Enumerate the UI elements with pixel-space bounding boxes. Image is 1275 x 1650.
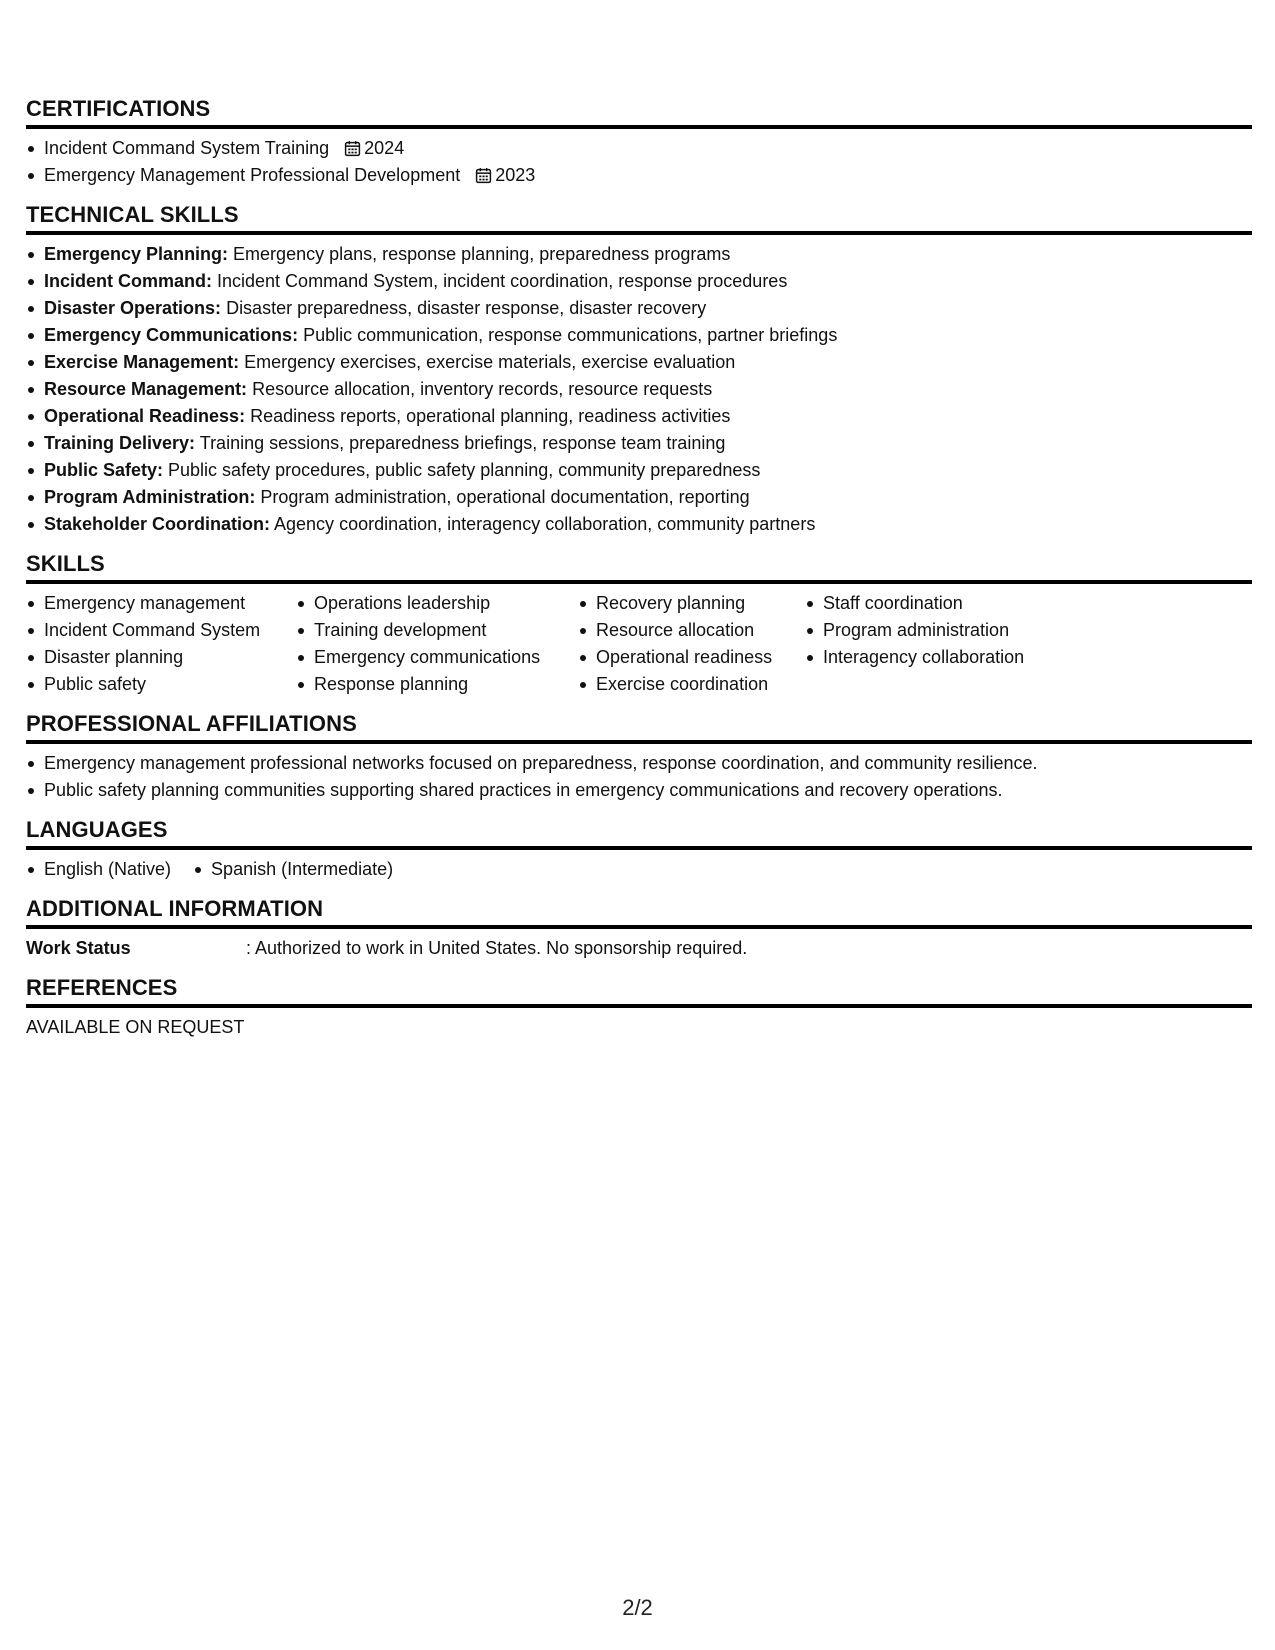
list-item: Operations leadership <box>296 590 578 617</box>
list-item: Public safety <box>26 671 296 698</box>
list-item: Emergency communications <box>296 644 578 671</box>
certification-name: Emergency Management Professional Development <box>44 165 461 185</box>
references-text: AVAILABLE ON REQUEST <box>26 1017 245 1037</box>
affiliations-section <box>26 711 1252 804</box>
skills-grid <box>26 590 1252 698</box>
calendar-icon <box>475 167 492 184</box>
skill-text: Public safety procedures, public safety planning, community preparedness <box>163 460 761 480</box>
list-item: Emergency management <box>26 590 296 617</box>
list-item: Public safety planning communities supporting shared practices in emergency communications and recovery operations. <box>26 777 1252 804</box>
list-item <box>26 295 1252 322</box>
skill-text: Resource allocation, inventory records, resource requests <box>247 379 713 399</box>
skill-text: Readiness reports, operational planning, readiness activities <box>245 406 731 426</box>
certification-name: Incident Command System Training <box>44 138 330 158</box>
skill-label: Emergency Planning: <box>44 244 229 264</box>
skills-column <box>805 590 1065 698</box>
skill-text: Program administration, operational documentation, reporting <box>255 487 750 507</box>
calendar-icon <box>344 140 361 157</box>
skills-section <box>26 551 1252 698</box>
list-item <box>26 241 1252 268</box>
list-item: Program administration <box>805 617 1065 644</box>
additional-info-section <box>26 896 1252 962</box>
work-status-label: Work Status <box>26 938 131 958</box>
list-item: Emergency management professional networks focused on preparedness, response coordination, and community resilience. <box>26 750 1252 777</box>
skill-label: Program Administration: <box>44 487 256 507</box>
list-item <box>26 511 1252 538</box>
list-item: Disaster planning <box>26 644 296 671</box>
skill-text: Emergency plans, response planning, preparedness programs <box>228 244 731 264</box>
certifications-section <box>26 96 1252 189</box>
section-title: REFERENCES <box>26 975 1252 1008</box>
section-title: CERTIFICATIONS <box>26 96 1252 129</box>
list-item: Resource allocation <box>578 617 805 644</box>
page-number: 2/2 <box>622 1595 653 1620</box>
list-item <box>26 403 1252 430</box>
skill-label: Public Safety: <box>44 460 164 480</box>
list-item <box>26 162 1252 189</box>
certifications-list <box>26 135 1252 189</box>
list-item <box>26 484 1252 511</box>
list-item: English (Native) <box>26 856 171 883</box>
skill-label: Incident Command: <box>44 271 213 291</box>
skill-label: Training Delivery: <box>44 433 196 453</box>
resume-page <box>26 96 1252 1054</box>
skill-text: Emergency exercises, exercise materials, exercise evaluation <box>239 352 736 372</box>
skill-label: Resource Management: <box>44 379 248 399</box>
skill-text: Disaster preparedness, disaster response, disaster recovery <box>221 298 707 318</box>
list-item: Training development <box>296 617 578 644</box>
list-item: Response planning <box>296 671 578 698</box>
skills-column <box>296 590 578 698</box>
references-section <box>26 975 1252 1041</box>
section-title: LANGUAGES <box>26 817 1252 850</box>
list-item: Spanish (Intermediate) <box>193 856 393 883</box>
section-title: ADDITIONAL INFORMATION <box>26 896 1252 929</box>
languages-section <box>26 817 1252 883</box>
skill-label: Disaster Operations: <box>44 298 222 318</box>
work-status-row <box>26 935 1252 962</box>
list-item <box>26 457 1252 484</box>
list-item: Incident Command System <box>26 617 296 644</box>
skill-label: Emergency Communications: <box>44 325 299 345</box>
list-item <box>26 376 1252 403</box>
list-item <box>26 135 1252 162</box>
technical-skills-list <box>26 241 1252 538</box>
list-item <box>26 322 1252 349</box>
list-item: Recovery planning <box>578 590 805 617</box>
skill-text: Training sessions, preparedness briefings, response team training <box>195 433 726 453</box>
list-item: Operational readiness <box>578 644 805 671</box>
technical-skills-section <box>26 202 1252 538</box>
affiliations-list <box>26 750 1252 804</box>
skills-column <box>26 590 296 698</box>
skill-text: Incident Command System, incident coordination, response procedures <box>212 271 788 291</box>
list-item: Exercise coordination <box>578 671 805 698</box>
skills-column <box>578 590 805 698</box>
list-item: Interagency collaboration <box>805 644 1065 671</box>
section-title: TECHNICAL SKILLS <box>26 202 1252 235</box>
work-status-value: : Authorized to work in United States. No sponsorship required. <box>246 938 748 958</box>
certification-year: 2023 <box>495 165 536 185</box>
certification-year: 2024 <box>364 138 405 158</box>
languages-list <box>26 856 1252 883</box>
skill-label: Exercise Management: <box>44 352 240 372</box>
skill-label: Operational Readiness: <box>44 406 246 426</box>
skill-text: Public communication, response communications, partner briefings <box>298 325 838 345</box>
list-item <box>26 430 1252 457</box>
skill-text: Agency coordination, interagency collaboration, community partners <box>270 514 816 534</box>
skill-label: Stakeholder Coordination: <box>44 514 271 534</box>
section-title: SKILLS <box>26 551 1252 584</box>
list-item <box>26 268 1252 295</box>
list-item <box>26 349 1252 376</box>
list-item: Staff coordination <box>805 590 1065 617</box>
section-title: PROFESSIONAL AFFILIATIONS <box>26 711 1252 744</box>
